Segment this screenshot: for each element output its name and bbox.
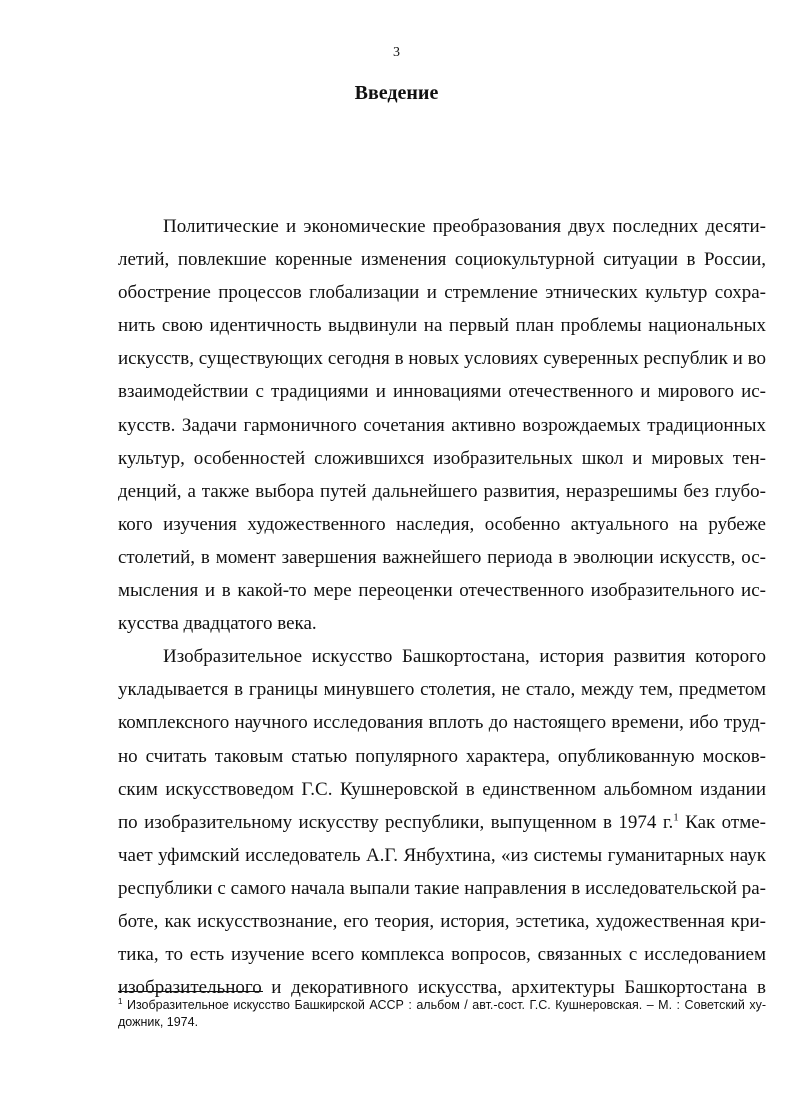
- text-line: укладывается в границы минувшего столетия, не стало, между тем, предметом: [118, 679, 766, 701]
- footnote-reference: 1: [673, 811, 679, 824]
- text-line: кусства двадцатого века.: [118, 613, 317, 635]
- text-line: взаимодействии с традициями и инновациями отечественного и мирового ис-: [118, 381, 766, 403]
- text-line: кого изучения художественного наследия, особенно актуального на рубеже: [118, 513, 766, 535]
- text-line: Изобразительное искусство Башкортостана, история развития которого: [163, 646, 766, 668]
- section-title: Введение: [354, 82, 439, 104]
- text-line: нить свою идентичность выдвинули на первый план проблемы национальных: [118, 315, 766, 337]
- text-line: тика, то есть изучение всего комплекса вопросов, связанных с исследованием: [118, 944, 766, 966]
- text-line: столетий, в момент завершения важнейшего периода в эволюции искусств, ос-: [118, 546, 766, 568]
- text-line: республики с самого начала выпали такие направления в исследовательской ра-: [118, 877, 766, 899]
- text-line: боте, как искусствознание, его теория, история, эстетика, художественная кри-: [118, 910, 766, 932]
- text-line: культур, особенностей сложившихся изобразительных школ и мировых тен-: [118, 447, 766, 469]
- text-segment: по изобразительному искусству республики, выпущенном в 1974 г.: [118, 811, 674, 833]
- paragraph-2: [118, 640, 766, 1004]
- text-line: изобразительного и декоративного искусства, архитектуры Башкортостана в: [118, 977, 766, 999]
- text-segment: Как отме-: [678, 811, 766, 833]
- paragraph-1: [118, 210, 766, 640]
- footnote-divider: [118, 991, 263, 992]
- text-line: [118, 806, 766, 839]
- text-line: кусств. Задачи гармоничного сочетания активно возрождаемых традиционных: [118, 414, 766, 436]
- text-line: искусств, существующих сегодня в новых условиях суверенных республик и во: [118, 348, 766, 370]
- page-number: 3: [393, 45, 400, 60]
- footnote: [118, 997, 766, 1031]
- text-segment: Изобразительное искусство Башкирской АССР : альбом / авт.-сост. Г.С. Кушнеровская. – М. : Советский ху-: [122, 998, 766, 1012]
- text-line: ским искусствоведом Г.С. Кушнеровской в единственном альбомном издании: [118, 778, 766, 800]
- footnote-line: [118, 997, 766, 1014]
- footnote-marker: 1: [118, 996, 123, 1006]
- text-line: мысления и в какой-то мере переоценки отечественного изобразительного ис-: [118, 580, 766, 602]
- text-line: но считать таковым статью популярного характера, опубликованную москов-: [118, 745, 766, 767]
- text-line: обострение процессов глобализации и стремление этнических культур сохра-: [118, 282, 766, 304]
- body-text: [118, 210, 766, 1004]
- text-line: комплексного научного исследования вплоть до настоящего времени, ибо труд-: [118, 712, 766, 734]
- text-line: денций, а также выбора путей дальнейшего развития, неразрешимы без глубо-: [118, 480, 766, 502]
- footnote-line: дожник, 1974.: [118, 1015, 199, 1029]
- text-line: Политические и экономические преобразования двух последних десяти-: [163, 216, 766, 237]
- text-line: чает уфимский исследователь А.Г. Янбухтина, «из системы гуманитарных наук: [118, 844, 766, 866]
- text-line: летий, повлекшие коренные изменения социокультурной ситуации в России,: [118, 249, 766, 271]
